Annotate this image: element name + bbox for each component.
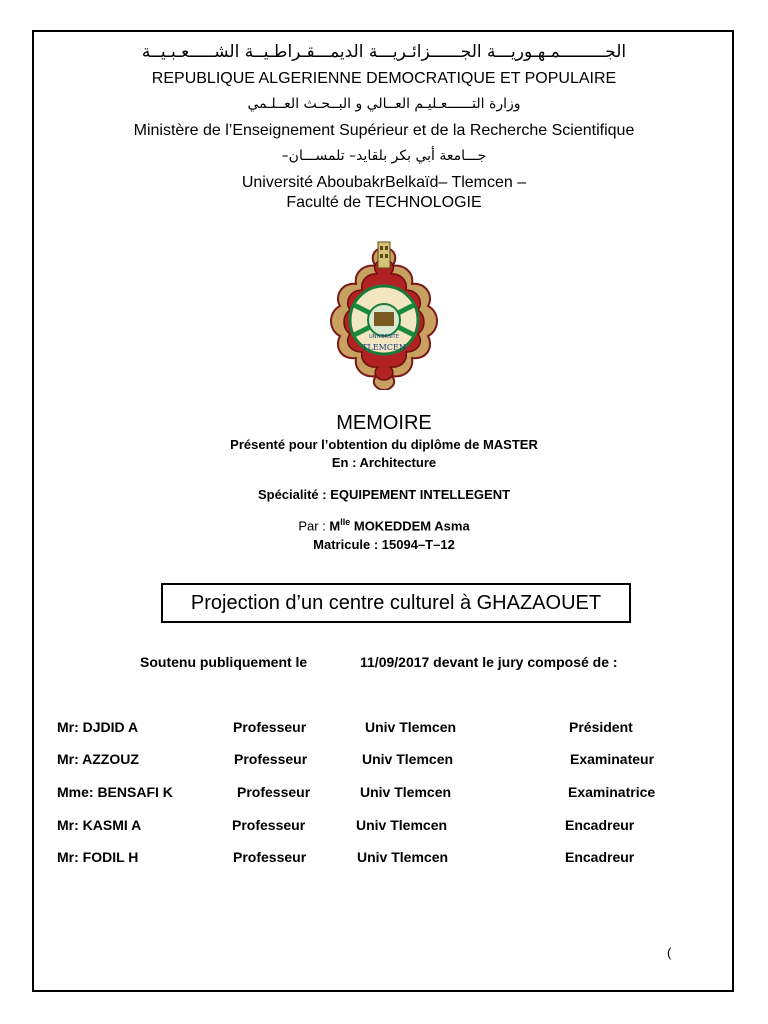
jury-role: Encadreur [565,849,635,865]
university-line: Université AboubakrBelkaïd– Tlemcen – [241,174,527,191]
page-mark: ( [667,945,672,960]
arabic-republic-line: الجـــــــــمـهـوريـــة الجــــــزائـريـــة الديمـــقـراطـيــة الشـــــعـبـيــة [141,42,627,62]
jury-role: Examinateur [570,751,655,767]
university-tlemcen-seal-icon [326,240,442,390]
jury-grade: Professeur [237,784,311,800]
republic-line: REPUBLIQUE ALGERIENNE DEMOCRATIQUE ET POPULAIRE [151,70,617,87]
jury-name: Mr: AZZOUZ [57,751,139,767]
author-line [0,517,768,533]
specialty-line: Spécialité : EQUIPEMENT INTELLEGENT [257,487,511,502]
author-prefix: Par : [298,518,330,534]
defense-date: 11/09/2017 devant le jury composé de : [360,654,618,670]
defense-label: Soutenu publiquement le [140,654,308,670]
jury-name: Mme: BENSAFI K [57,784,173,800]
arabic-university-line: جـــامعة أبي بكر بلقايد– تلمســـان– [281,148,487,164]
jury-role: Président [569,719,633,735]
jury-univ: Univ Tlemcen [357,849,449,865]
field-line: En : Architecture [331,455,437,470]
jury-name: Mr: DJDID A [57,719,139,735]
jury-univ: Univ Tlemcen [365,719,457,735]
ministry-line: Ministère de l’Enseignement Supérieur et de la Recherche Scientifique [133,122,635,139]
jury-univ: Univ Tlemcen [360,784,452,800]
jury-grade: Professeur [232,817,306,833]
jury-role: Encadreur [565,817,635,833]
author-title-sup: lle [340,517,351,527]
arabic-ministry-line: وزارة التــــــعـليـم العــالي و البــحـث العــلـمي [247,96,521,112]
jury-grade: Professeur [233,849,307,865]
memoire-heading: MEMOIRE [336,412,432,434]
jury-name: Mr: KASMI A [57,817,142,833]
svg-text:UNIVERSITE: UNIVERSITE [369,334,399,340]
jury-name: Mr: FODIL H [57,849,139,865]
jury-role: Examinatrice [568,784,656,800]
faculty-line: Faculté de TECHNOLOGIE [286,194,482,211]
jury-univ: Univ Tlemcen [362,751,454,767]
jury-univ: Univ Tlemcen [356,817,448,833]
jury-grade: Professeur [233,719,307,735]
jury-grade: Professeur [234,751,308,767]
presented-line: Présenté pour l’obtention du diplôme de MASTER [230,437,538,452]
project-title: Projection d’un centre culturel à GHAZAOUET [161,583,631,623]
author-title: M [329,518,341,534]
svg-text:TLEMCEN: TLEMCEN [362,343,406,352]
author-name: MOKEDDEM Asma [350,518,470,534]
university-logo [326,240,442,390]
matricule-line: Matricule : 15094–T–12 [313,537,455,552]
